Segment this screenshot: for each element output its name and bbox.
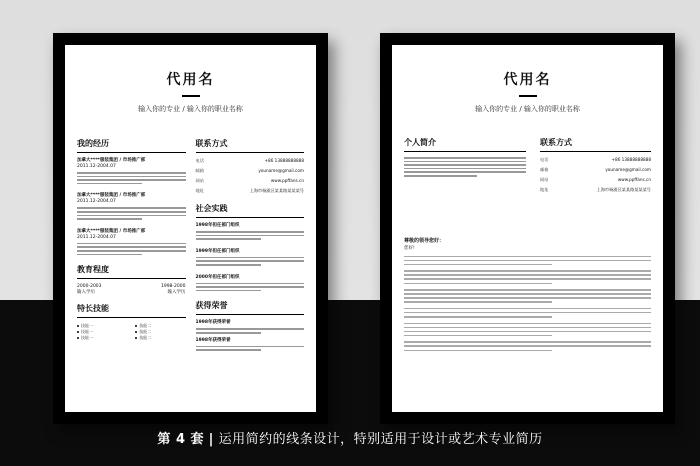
contact-row: 邮箱 youname@gmail.com (195, 168, 304, 173)
resume-left-frame (53, 33, 328, 424)
letter-paragraph (404, 256, 651, 266)
contact-title: 联系方式 (196, 138, 305, 153)
job-company: 加拿大****服装集团 / 市场推广部 (77, 228, 146, 234)
intro-column (404, 137, 526, 197)
education-title: 教育程度 (77, 264, 186, 279)
intro-title: 个人简介 (404, 137, 526, 152)
bullet-icon (77, 331, 79, 333)
caption-text: 运用简约的线条设计，特别适用于设计或艺术专业简历 (218, 432, 543, 447)
letter-paragraph (404, 323, 651, 337)
skill-item: 技能一 (77, 335, 127, 341)
caption (0, 428, 700, 447)
resume-left-header (65, 45, 316, 114)
resume-left-page (65, 45, 316, 412)
job-company: 加拿大****服装集团 / 市场推广部 (77, 193, 146, 199)
practice-title: 社会实践 (196, 203, 305, 218)
skill-item: 技能二 (135, 329, 185, 335)
contact-row: 网站 www.ppffans.cn (540, 177, 651, 182)
practice-item: 1998年担任部门组织 (196, 223, 305, 240)
experience-item (77, 193, 186, 219)
experience-item (77, 158, 186, 184)
intro-section (404, 137, 651, 197)
bullet-icon (135, 337, 137, 339)
contact-title: 联系方式 (540, 137, 651, 152)
resume-name: 代用名 (166, 72, 215, 88)
skill-item: 技能二 (135, 335, 185, 341)
contact-row: 网站 www.ppffans.cn (195, 178, 304, 183)
letter-paragraph (404, 341, 651, 351)
resume-name: 代用名 (503, 72, 552, 88)
bullet-icon (77, 337, 79, 339)
job-date: 2011.12-2004.07 (77, 199, 116, 205)
education-degree: 输入学历 (77, 290, 95, 296)
contact-row: 地址 上海市杨浦区某某路某某某号 (195, 188, 304, 193)
practice-item: 2000年担任部门组织 (196, 275, 305, 292)
skill-item: 技能二 (135, 323, 185, 329)
contact-row: 地址 上海市杨浦区某某路某某某号 (540, 187, 651, 192)
skills-list (77, 323, 186, 341)
honors-title: 获得荣誉 (196, 300, 305, 315)
letter-title: 尊敬的领导您好： (404, 238, 445, 244)
resume-subtitle: 输入你的专业 / 输入你的职业名称 (138, 105, 243, 113)
resume-right-frame (380, 33, 675, 424)
letter-greeting: 您好! (404, 246, 415, 251)
resume-right-header (392, 45, 663, 114)
honor-item: 1998年获得荣誉 (196, 338, 305, 351)
caption-separator: | (208, 432, 214, 447)
experience-item (77, 229, 186, 255)
name-divider (182, 95, 200, 97)
contact-row: 电话 +86 13888888888 (195, 158, 304, 163)
resume-subtitle: 输入你的专业 / 输入你的职业名称 (475, 105, 580, 113)
letter-paragraph (404, 308, 651, 318)
letter-paragraph (404, 289, 651, 303)
right-column (196, 138, 305, 360)
honor-item: 1998年获得荣誉 (196, 320, 305, 333)
experience-title: 我的经历 (77, 138, 186, 153)
letter-paragraph (404, 270, 651, 284)
job-date: 2011.12-2004.07 (77, 164, 116, 169)
cover-letter (404, 238, 651, 356)
contact-column (540, 137, 651, 197)
skills-title: 特长技能 (77, 303, 186, 318)
education-degree: 输入学历 (167, 290, 186, 296)
contact-row: 邮箱 youname@gmail.com (540, 167, 651, 172)
skill-item: 技能一 (77, 323, 127, 329)
education-year: 1998-2000 (160, 284, 186, 290)
bullet-icon (135, 331, 137, 333)
bullet-icon (77, 325, 79, 327)
contact-row: 电话 +86 13888888888 (540, 157, 651, 162)
job-company: 加拿大****服装集团 / 市场推广部 (77, 158, 146, 163)
bullet-icon (135, 325, 137, 327)
job-date: 2011.12-2004.07 (77, 234, 116, 240)
resume-right-page (392, 45, 663, 412)
education-year: 2000-2003 (77, 284, 102, 290)
caption-set-label: 第 4 套 (157, 432, 205, 447)
name-divider (519, 95, 537, 97)
left-column (77, 138, 186, 360)
skill-item: 技能一 (77, 329, 127, 335)
education-row (77, 290, 186, 296)
practice-item: 1999年担任部门组织 (196, 249, 305, 266)
